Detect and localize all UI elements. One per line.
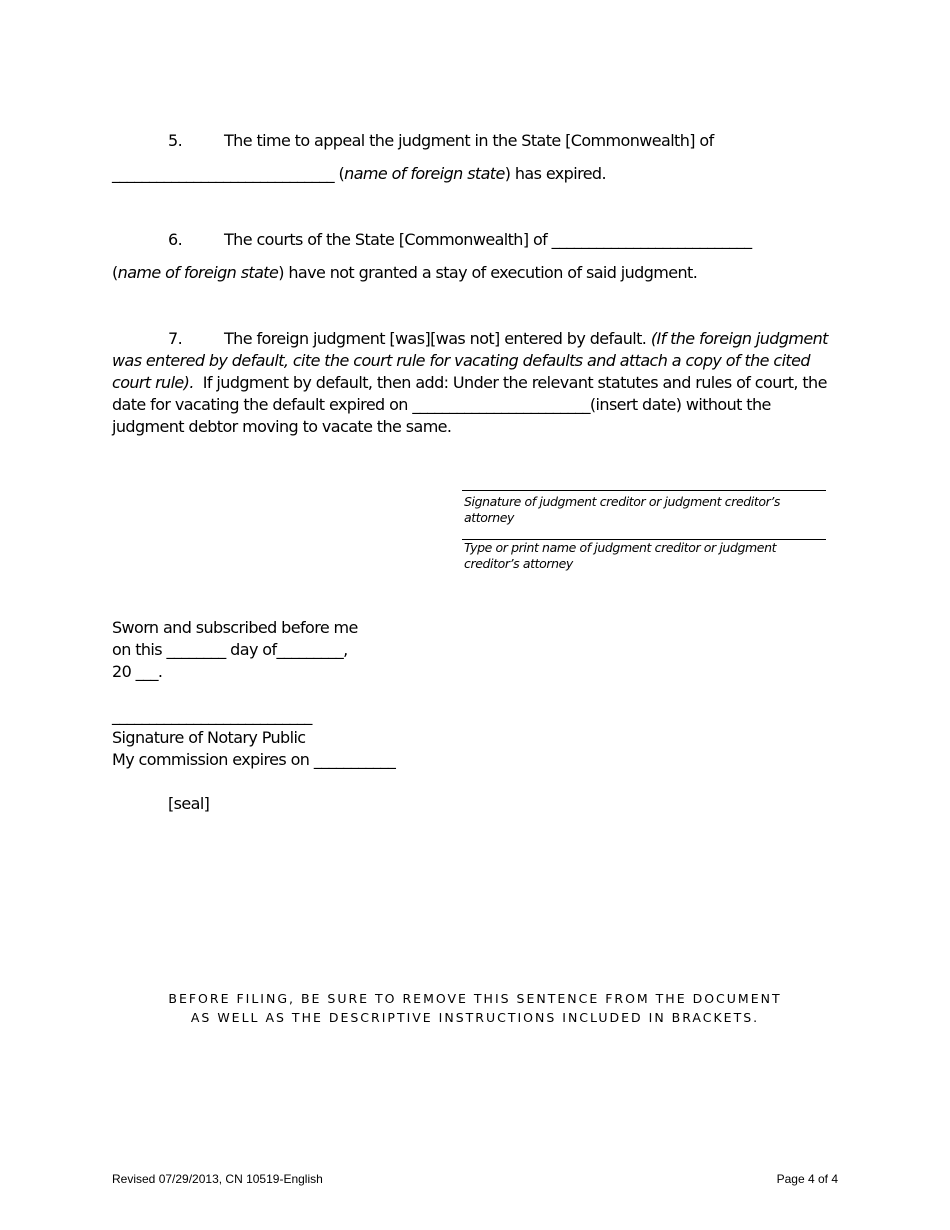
para6-line2 — [112, 262, 697, 284]
para7-text-b: If judgment by default, then add: Under the relevant statutes and rules of court, the date for vacating the default expired on ________________________(insert date) without the judgment debtor moving to vacate the same. — [112, 373, 827, 436]
para5-close: ) has expired. — [504, 164, 606, 183]
signature-caption-2: Type or print name of judgment creditor or judgment creditor’s attorney — [464, 540, 777, 571]
notary-line-1: Sworn and subscribed before me — [112, 618, 358, 637]
para5-placeholder: name of foreign state — [344, 164, 505, 183]
notary-signature-label: Signature of Notary Public — [112, 728, 306, 747]
para5-blank: ______________________________ — [112, 164, 335, 183]
footer-revision: Revised 07/29/2013, CN 10519-English — [112, 1172, 323, 1186]
notary-signature-blank: ___________________________ — [112, 706, 312, 725]
para7 — [112, 328, 834, 438]
notary-commission: My commission expires on ___________ — [112, 750, 396, 769]
para5-number: 5. — [168, 131, 183, 150]
signature-caption-1: Signature of judgment creditor or judgment creditor’s attorney — [464, 494, 781, 525]
para6-number: 6. — [168, 230, 183, 249]
notary-seal: [seal] — [168, 794, 210, 813]
para6-open: ( — [112, 263, 118, 282]
para7-text-a: The foreign judgment [was][was not] entered by default. — [224, 329, 647, 348]
para5-text: The time to appeal the judgment in the State [Commonwealth] of — [224, 131, 714, 150]
notice-line-2: AS WELL AS THE DESCRIPTIVE INSTRUCTIONS INCLUDED IN BRACKETS. — [190, 1010, 760, 1025]
signature-line-1 — [462, 490, 826, 491]
para5-line2 — [112, 163, 606, 185]
para6-text: The courts of the State [Commonwealth] of ___________________________ — [224, 230, 752, 249]
notice-line-1: BEFORE FILING, BE SURE TO REMOVE THIS SENTENCE FROM THE DOCUMENT — [168, 991, 782, 1006]
para6-close: ) have not granted a stay of execution of said judgment. — [278, 263, 698, 282]
para7-number: 7. — [168, 329, 183, 348]
footer-page-number: Page 4 of 4 — [776, 1172, 838, 1186]
para6-placeholder: name of foreign state — [117, 263, 279, 282]
para5-open: ( — [334, 164, 345, 183]
notary-line-2: on this ________ day of_________, — [112, 640, 348, 659]
notary-line-3: 20 ___. — [112, 662, 163, 681]
para7-italic-instruction: (If the foreign judgment was entered by default, cite the court rule for vacating defaults and attach a copy of the cited court rule). — [112, 329, 828, 392]
